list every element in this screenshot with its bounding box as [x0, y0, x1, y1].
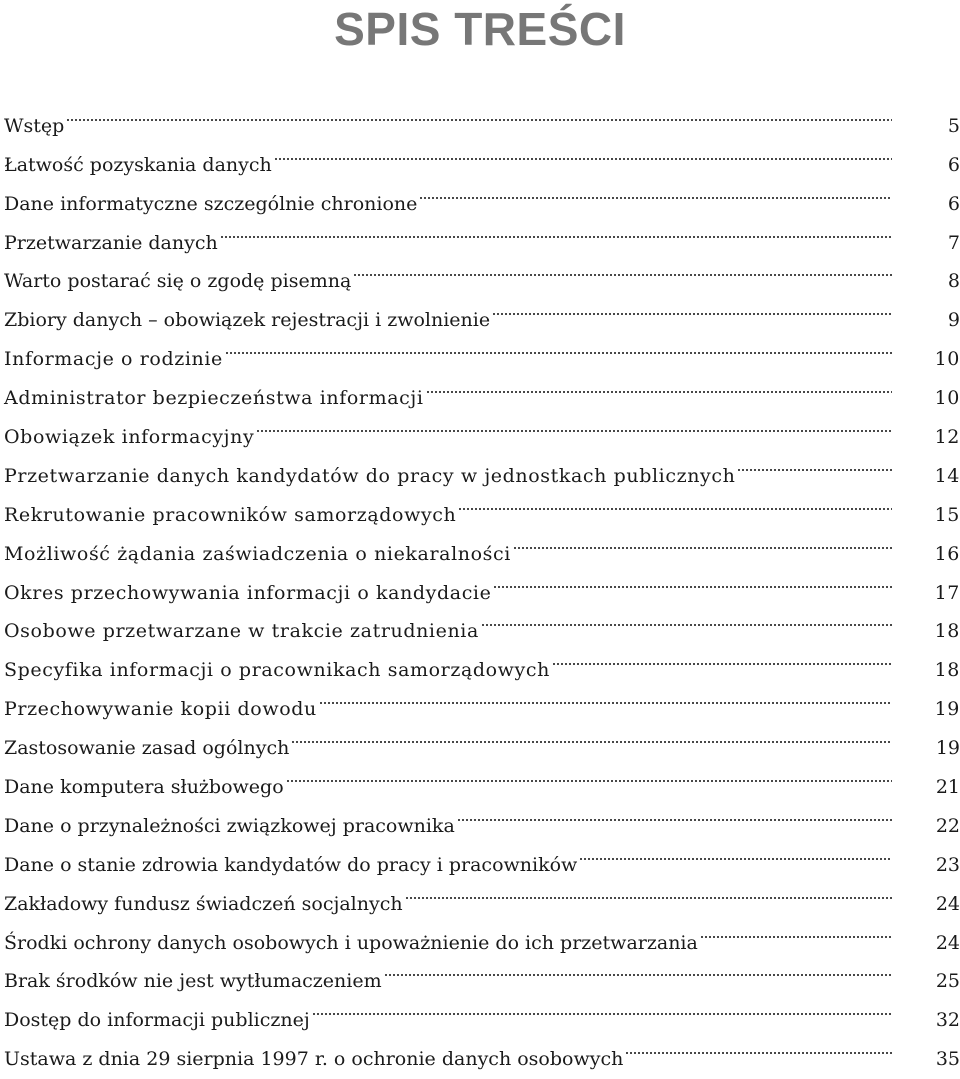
dot-leader — [291, 715, 892, 754]
toc-entry-page-number: 22 — [935, 814, 960, 837]
toc-entry-page-number: 6 — [947, 192, 960, 215]
dot-leader — [457, 793, 892, 832]
dot-leader — [492, 287, 892, 326]
toc-entry-page-number: 6 — [947, 153, 960, 176]
dot-leader — [405, 871, 892, 910]
toc-entry-label[interactable]: Dane informatyczne szczególnie chronione — [4, 192, 418, 215]
dot-leader — [493, 560, 892, 599]
dot-leader — [220, 210, 892, 249]
toc-entry-label[interactable]: Dane o stanie zdrowia kandydatów do pracy i pracowników — [4, 853, 578, 876]
toc-entry-label[interactable]: Osobowe przetwarzane w trakcie zatrudnienia — [4, 620, 479, 643]
dot-leader — [579, 832, 892, 871]
toc-entry-label[interactable]: Dane o przynależności związkowej pracownika — [4, 814, 455, 837]
toc-entry-page-number: 19 — [934, 698, 960, 721]
toc-entry-label[interactable]: Obowiązek informacyjny — [4, 426, 255, 449]
toc-entry-page-number: 17 — [934, 581, 960, 604]
dot-leader — [481, 599, 892, 638]
toc-entry-label[interactable]: Brak środków nie jest wytłumaczeniem — [4, 970, 382, 993]
toc-entry-page-number: 7 — [947, 231, 960, 254]
toc-entry[interactable] — [4, 93, 960, 137]
toc-entry-page-number: 12 — [934, 426, 960, 449]
dot-leader — [256, 404, 892, 443]
dot-leader — [426, 365, 892, 404]
toc-entry-page-number: 21 — [935, 776, 960, 799]
dot-leader — [312, 987, 892, 1026]
toc-entry[interactable] — [4, 132, 960, 176]
toc-entry-page-number: 16 — [934, 542, 960, 565]
toc-entry-page-number: 10 — [934, 387, 960, 410]
toc-entry-label[interactable]: Rekrutowanie pracowników samorządowych — [4, 503, 457, 526]
toc-entry-label[interactable]: Dane komputera służbowego — [4, 776, 284, 799]
dot-leader — [353, 249, 892, 288]
toc-entry-label[interactable]: Zastosowanie zasad ogólnych — [4, 737, 290, 760]
toc-entry-label[interactable]: Możliwość żądania zaświadczenia o niekaralności — [4, 542, 511, 565]
toc-entry-page-number: 24 — [935, 931, 960, 954]
dot-leader — [225, 326, 892, 365]
toc-entry-page-number: 8 — [947, 270, 960, 293]
dot-leader — [286, 754, 892, 793]
toc-entry-page-number: 35 — [935, 1048, 960, 1071]
toc-entry-page-number: 14 — [934, 464, 960, 487]
dot-leader — [552, 637, 892, 676]
toc-entry-label[interactable]: Przechowywanie kopii dowodu — [4, 698, 317, 721]
toc-entry-label[interactable]: Przetwarzanie danych kandydatów do pracy w jednostkach publicznych — [4, 464, 736, 487]
toc-entry-page-number: 32 — [935, 1009, 960, 1032]
toc-entry-page-number: 25 — [935, 970, 960, 993]
table-of-contents — [4, 93, 960, 1071]
toc-entry-page-number: 18 — [934, 620, 960, 643]
toc-entry-page-number: 9 — [947, 309, 960, 332]
page-title: SPIS TREŚCI — [334, 3, 626, 55]
dot-leader — [274, 132, 892, 171]
dot-leader — [625, 1026, 892, 1065]
toc-entry-page-number: 5 — [947, 114, 960, 137]
toc-entry-page-number: 18 — [934, 659, 960, 682]
toc-entry-page-number: 23 — [935, 853, 960, 876]
dot-leader — [737, 443, 892, 482]
toc-entry-label[interactable]: Specyfika informacji o pracownikach samorządowych — [4, 659, 550, 682]
dot-leader — [458, 482, 892, 521]
toc-entry-label[interactable]: Dostęp do informacji publicznej — [4, 1009, 310, 1032]
toc-entry-page-number: 24 — [935, 892, 960, 915]
toc-entry-page-number: 15 — [934, 503, 960, 526]
toc-entry-label[interactable]: Przetwarzanie danych — [4, 231, 218, 254]
toc-entry-label[interactable]: Zakładowy fundusz świadczeń socjalnych — [4, 892, 403, 915]
toc-entry-label[interactable]: Administrator bezpieczeństwa informacji — [4, 387, 424, 410]
dot-leader — [513, 521, 892, 560]
toc-entry-label[interactable]: Informacje o rodzinie — [4, 348, 223, 371]
toc-entry-page-number: 19 — [935, 737, 960, 760]
toc-entry-page-number: 10 — [934, 348, 960, 371]
dot-leader — [419, 171, 892, 210]
toc-entry-label[interactable]: Ustawa z dnia 29 sierpnia 1997 r. o ochronie danych osobowych — [4, 1048, 624, 1071]
dot-leader — [319, 676, 892, 715]
toc-entry-label[interactable]: Środki ochrony danych osobowych i upoważnienie do ich przetwarzania — [4, 931, 698, 954]
dot-leader — [384, 949, 892, 988]
dot-leader — [66, 93, 892, 132]
toc-entry-label[interactable]: Okres przechowywania informacji o kandydacie — [4, 581, 492, 604]
toc-entry-label[interactable]: Zbiory danych – obowiązek rejestracji i zwolnienie — [4, 309, 491, 332]
toc-entry-label[interactable]: Wstęp — [4, 114, 65, 137]
dot-leader — [700, 910, 892, 949]
toc-entry-label[interactable]: Łatwość pozyskania danych — [4, 153, 272, 176]
toc-entry-label[interactable]: Warto postarać się o zgodę pisemną — [4, 270, 352, 293]
